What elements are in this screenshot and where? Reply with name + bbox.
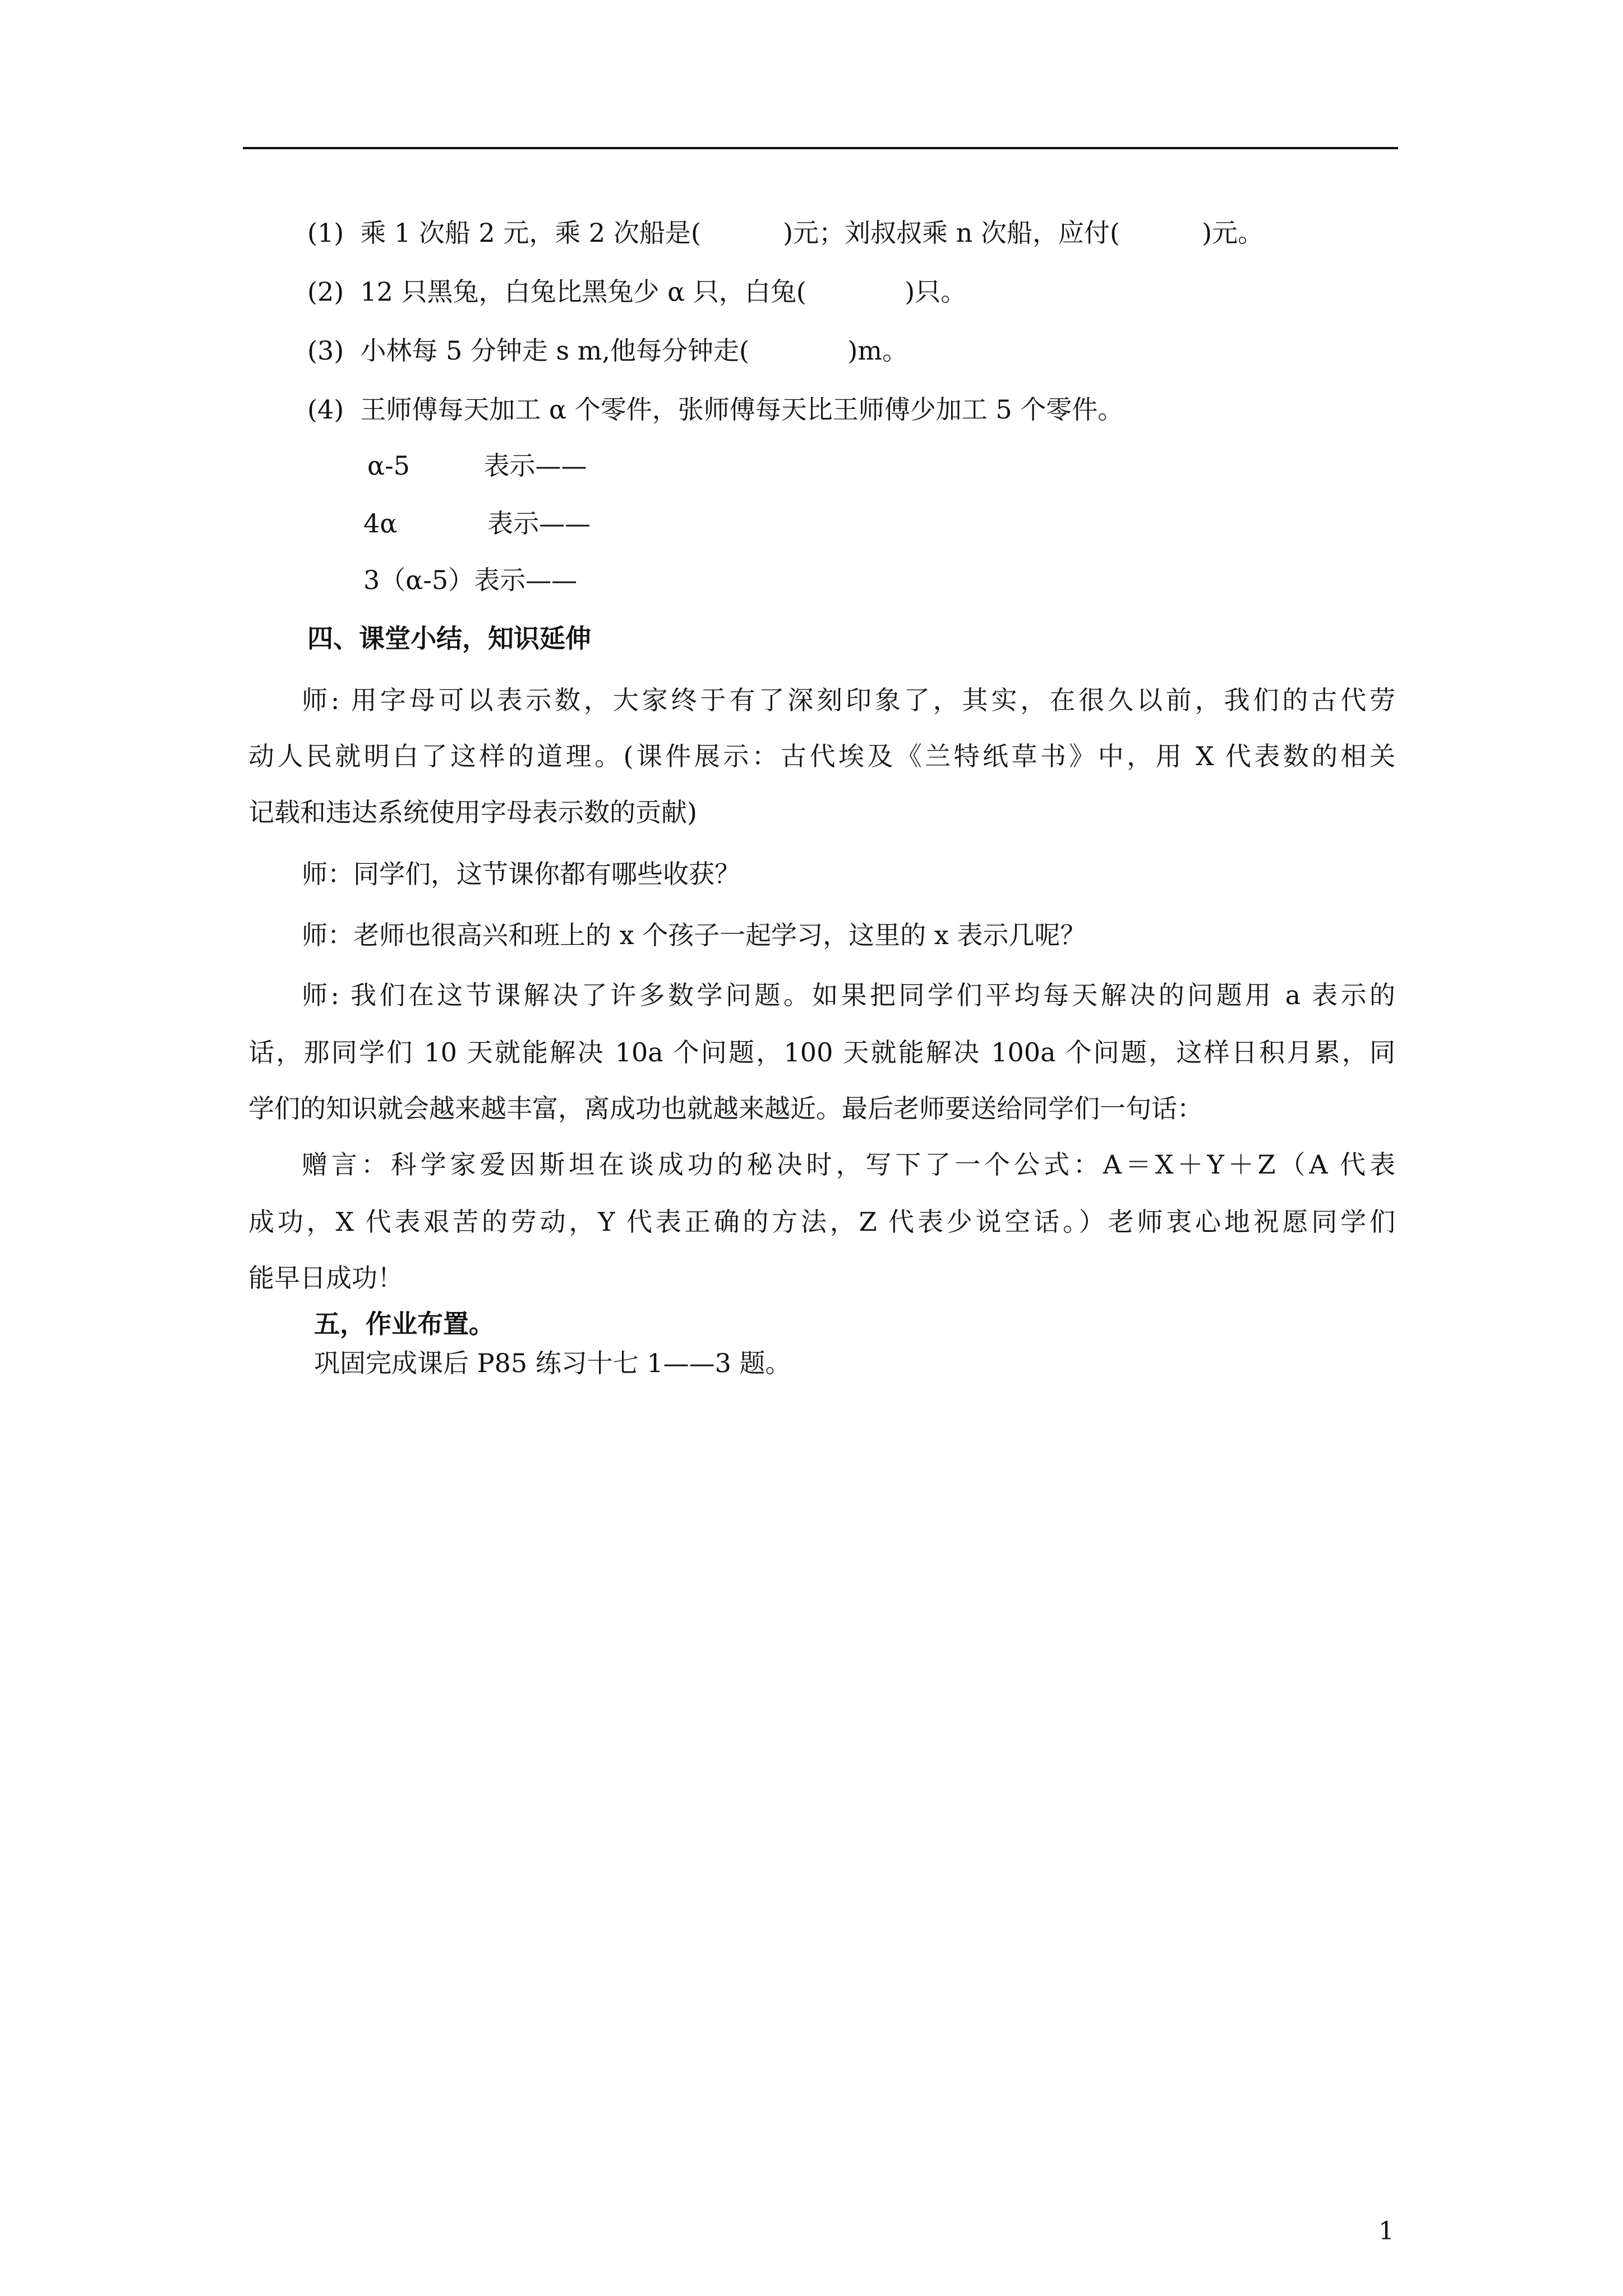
page-number: 1 [1378, 2217, 1394, 2246]
paragraph-4-line-1: 师: 我们在这节课解决了许多数学问题。如果把同学们平均每天解决的问题用 a 表示的 [302, 980, 1395, 1010]
paragraph-5-line-1: 赠言：科学家爱因斯坦在谈成功的秘决时，写下了一个公式：A＝X＋Y＋Z（A 代表 [302, 1149, 1395, 1180]
header-rule [243, 147, 1398, 149]
question-1: (1) 乘 1 次船 2 元，乘 2 次船是( )元；刘叔叔乘 n 次船，应付( )元。 [307, 218, 1264, 248]
paragraph-1-line-3: 记载和违达系统使用字母表示数的贡献) [248, 797, 697, 827]
paragraph-1-line-1: 师: 用字母可以表示数，大家终于有了深刻印象了，其实，在很久以前，我们的古代劳 [302, 685, 1395, 715]
question-2: (2) 12 只黑兔，白兔比黑兔少 α 只，白兔( )只。 [307, 277, 967, 307]
paragraph-2: 师：同学们，这节课你都有哪些收获？ [302, 859, 740, 889]
question-3: (3) 小林每 5 分钟走 s m,他每分钟走( )m。 [307, 335, 908, 366]
paragraph-1-line-2: 动人民就明白了这样的道理。(课件展示：古代埃及《兰特纸草书》中，用 X 代表数的相关 [248, 741, 1395, 771]
homework-line: 巩固完成课后 P85 练习十七 1——3 题。 [314, 1348, 791, 1378]
expression-2: 4α 表示—— [363, 508, 591, 539]
paragraph-5-line-2: 成功，X 代表艰苦的劳动，Y 代表正确的方法，Z 代表少说空话。）老师衷心地祝愿同学们 [248, 1207, 1395, 1237]
paragraph-3: 师：老师也很高兴和班上的 x 个孩子一起学习，这里的 x 表示几呢？ [302, 920, 1086, 950]
expression-1: α-5 表示—— [367, 450, 587, 481]
question-4: (4) 王师傅每天加工 α 个零件，张师傅每天比王师傅少加工 5 个零件。 [307, 394, 1124, 425]
paragraph-4-line-2: 话，那同学们 10 天就能解决 10a 个问题，100 天就能解决 100a 个问题，这样日积月累，同 [248, 1037, 1395, 1068]
expression-3: 3（α-5）表示—— [363, 565, 578, 595]
section-heading-5: 五，作业布置。 [314, 1309, 495, 1339]
paragraph-4-line-3: 学们的知识就会越来越丰富，离成功也就越来越近。最后老师要送给同学们一句话： [248, 1093, 1203, 1124]
paragraph-5-line-3: 能早日成功！ [248, 1263, 403, 1293]
section-heading-4: 四、课堂小结，知识延伸 [307, 623, 591, 654]
